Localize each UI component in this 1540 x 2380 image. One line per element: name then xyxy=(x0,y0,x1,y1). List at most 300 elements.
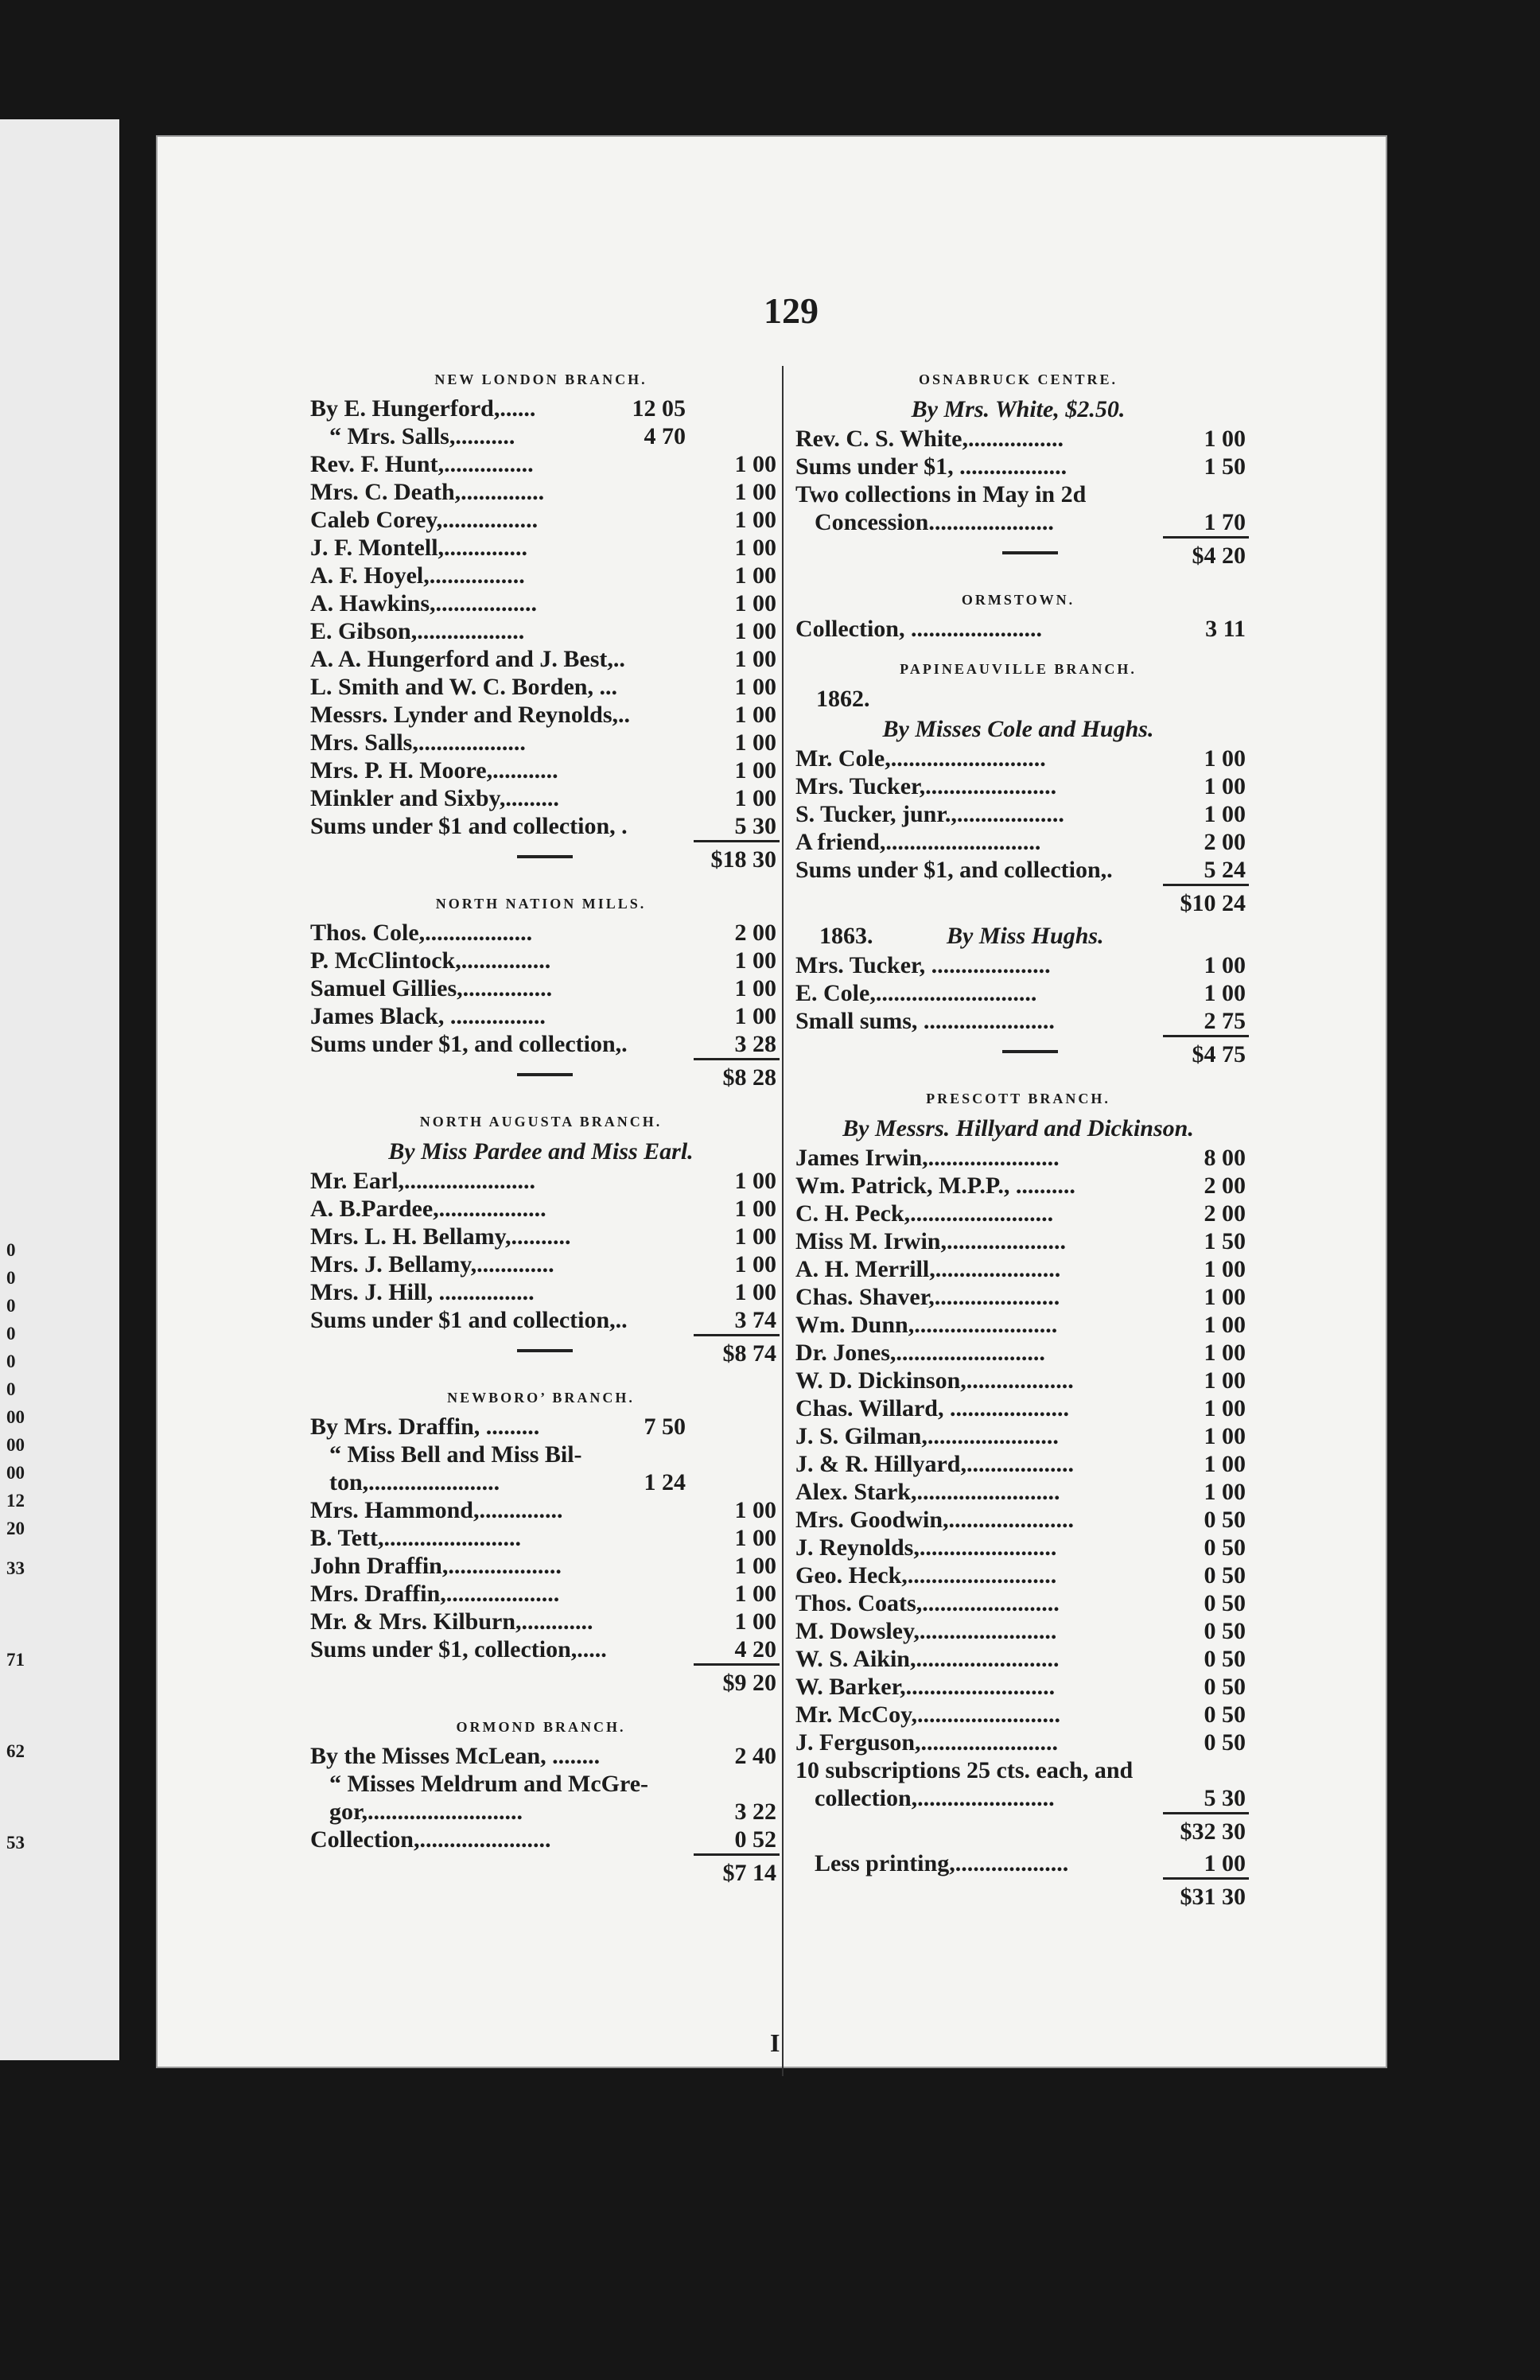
entry-row xyxy=(788,772,1249,800)
entry-label: Concession..................... xyxy=(815,509,1054,535)
entry-amount: 5 30 xyxy=(734,813,776,839)
entry-row xyxy=(302,1167,780,1195)
entry-label: J. F. Montell,.............. xyxy=(310,535,528,561)
column-divider xyxy=(782,366,784,2076)
entry-amount: 1 00 xyxy=(1204,801,1246,827)
entry-row xyxy=(302,478,780,506)
section-total xyxy=(302,1856,780,1891)
entry-amount: 0 50 xyxy=(1204,1618,1246,1644)
entry-label: Messrs. Lynder and Reynolds,.. xyxy=(310,702,631,728)
entry-amount: 1 00 xyxy=(734,479,776,505)
section-dash xyxy=(1002,1050,1058,1053)
entry-amount: 1 00 xyxy=(734,1608,776,1635)
entry-label: Sums under $1, and collection,. xyxy=(795,857,1113,883)
entry-label: collection,....................... xyxy=(815,1785,1055,1811)
entry-label: A. H. Merrill,..................... xyxy=(795,1256,1061,1282)
entry-row xyxy=(788,1478,1249,1506)
entry-row xyxy=(302,1468,780,1496)
entry-label: Alex. Stark,........................ xyxy=(795,1479,1060,1505)
entry-label: Mrs. P. H. Moore,........... xyxy=(310,757,558,784)
section-spacer xyxy=(302,1701,780,1712)
entry-row xyxy=(302,1826,780,1853)
entry-amount: 1 00 xyxy=(1204,980,1246,1006)
entry-row xyxy=(788,1172,1249,1200)
entry-row xyxy=(302,1306,780,1334)
section-total xyxy=(302,842,780,877)
total-amount: $9 20 xyxy=(722,1670,776,1696)
entry-row xyxy=(302,1496,780,1524)
total-amount: $8 74 xyxy=(722,1340,776,1367)
entry-row xyxy=(302,1413,780,1441)
section-heading: ORMOND BRANCH. xyxy=(456,1719,626,1735)
entry-row xyxy=(302,1552,780,1580)
entry-row xyxy=(788,1007,1249,1035)
entry-amount: 0 50 xyxy=(1204,1729,1246,1756)
entry-label: Mr. McCoy,........................ xyxy=(795,1701,1061,1728)
entry-amount: 8 00 xyxy=(1204,1145,1246,1171)
section-total xyxy=(302,1666,780,1701)
entry-label: W. D. Dickinson,.................. xyxy=(795,1367,1074,1394)
entry-label: Mr. Cole,.......................... xyxy=(795,745,1046,772)
entry-row xyxy=(788,800,1249,828)
entry-row xyxy=(302,729,780,756)
entry-row xyxy=(788,1729,1249,1756)
entry-label: C. H. Peck,........................ xyxy=(795,1200,1054,1227)
entry-row xyxy=(302,812,780,840)
entry-label: By E. Hungerford,...... xyxy=(310,395,536,422)
entry-label: A. A. Hungerford and J. Best,.. xyxy=(310,646,625,672)
total-amount: $7 14 xyxy=(722,1860,776,1886)
entry-label: John Draffin,................... xyxy=(310,1553,562,1579)
entry-label: W. Barker,......................... xyxy=(795,1674,1056,1700)
total-amount: $10 24 xyxy=(1180,890,1246,916)
entry-row xyxy=(302,589,780,617)
entry-label: Rev. C. S. White,................ xyxy=(795,426,1064,452)
collector-name: By Miss Hughs. xyxy=(947,923,1104,949)
entry-amount: 0 50 xyxy=(1204,1562,1246,1589)
entry-row xyxy=(302,1580,780,1608)
entry-row xyxy=(788,951,1249,979)
entry-label: P. McClintock,............... xyxy=(310,947,551,974)
section-spacer xyxy=(302,1095,780,1106)
entry-label: James Black, ................ xyxy=(310,1003,546,1029)
entry-label: Wm. Patrick, M.P.P., .......... xyxy=(795,1172,1075,1199)
entry-label: A. Hawkins,................. xyxy=(310,590,538,616)
section-heading: PRESCOTT BRANCH. xyxy=(926,1091,1110,1106)
entry-amount: 0 50 xyxy=(1204,1674,1246,1700)
entry-amount: 1 50 xyxy=(1204,453,1246,480)
total-amount: $4 20 xyxy=(1192,542,1246,569)
entry-label: B. Tett,....................... xyxy=(310,1525,522,1551)
entry-amount: 1 00 xyxy=(734,702,776,728)
entry-amount: 2 00 xyxy=(1204,829,1246,855)
entry-amount: 1 00 xyxy=(1204,952,1246,978)
entry-row xyxy=(788,745,1249,772)
entry-label: “ Mrs. Salls,.......... xyxy=(329,423,515,449)
section-spacer xyxy=(788,574,1249,585)
entry-amount: 0 50 xyxy=(1204,1701,1246,1728)
entry-amount: 0 50 xyxy=(1204,1507,1246,1533)
entry-label: Geo. Heck,......................... xyxy=(795,1562,1057,1589)
entry-row xyxy=(302,617,780,645)
entry-amount: 1 00 xyxy=(1204,1423,1246,1449)
section-total xyxy=(302,1060,780,1095)
entry-label: Mrs. J. Hill, ................ xyxy=(310,1279,535,1305)
entry-amount: 1 00 xyxy=(734,618,776,644)
entry-amount: 1 00 xyxy=(734,1553,776,1579)
collector-line: By Miss Pardee and Miss Earl. xyxy=(388,1138,694,1165)
entry-row xyxy=(302,1635,780,1663)
entry-amount: 1 00 xyxy=(1204,1340,1246,1366)
entry-row xyxy=(302,1250,780,1278)
entry-amount: 1 00 xyxy=(1204,773,1246,799)
entry-subamount: 12 05 xyxy=(632,395,686,422)
entry-amount: 2 00 xyxy=(1204,1172,1246,1199)
entry-row xyxy=(302,947,780,974)
entry-label: J. Reynolds,....................... xyxy=(795,1534,1057,1561)
entry-row xyxy=(788,480,1249,508)
total-amount: $31 30 xyxy=(1180,1884,1246,1910)
entry-row xyxy=(788,1227,1249,1255)
entry-label: Small sums, ...................... xyxy=(795,1008,1055,1034)
entry-row xyxy=(302,1002,780,1030)
collector-line: By Misses Cole and Hughs. xyxy=(882,716,1154,742)
entry-row xyxy=(788,1367,1249,1394)
entry-amount: 1 00 xyxy=(1204,1367,1246,1394)
section-heading: OSNABRUCK CENTRE. xyxy=(918,371,1118,387)
section-heading: NEW LONDON BRANCH. xyxy=(434,371,648,387)
entry-amount: 0 50 xyxy=(1204,1534,1246,1561)
section-dash xyxy=(1002,551,1058,554)
entry-label: Sums under $1, collection,..... xyxy=(310,1636,607,1662)
entry-label: W. S. Aikin,........................ xyxy=(795,1646,1060,1672)
entry-label: J. S. Gilman,...................... xyxy=(795,1423,1059,1449)
entry-row xyxy=(788,1617,1249,1645)
entry-amount: 5 30 xyxy=(1204,1785,1246,1811)
entry-label: Samuel Gillies,............... xyxy=(310,975,553,1001)
entry-label: Thos. Cole,.................. xyxy=(310,920,533,946)
entry-amount: 1 00 xyxy=(734,535,776,561)
entry-amount: 0 50 xyxy=(1204,1590,1246,1616)
adjacent-left-page xyxy=(0,119,119,2060)
year-collector-line xyxy=(788,921,1249,951)
entry-label: Mrs. Draffin,................... xyxy=(310,1581,560,1607)
entry-label: J. Ferguson,....................... xyxy=(795,1729,1058,1756)
entry-label: By the Misses McLean, ........ xyxy=(310,1743,601,1769)
entry-label: Sums under $1, .................. xyxy=(795,453,1068,480)
entry-amount: 1 00 xyxy=(1204,426,1246,452)
entry-label: 10 subscriptions 25 cts. each, and xyxy=(795,1757,1134,1783)
entry-label: “ Misses Meldrum and McGre- xyxy=(329,1771,649,1797)
section-spacer xyxy=(302,877,780,889)
entry-amount: 1 00 xyxy=(1204,1479,1246,1505)
total-amount: $4 75 xyxy=(1192,1041,1246,1068)
entry-amount: 1 00 xyxy=(734,590,776,616)
entry-amount: 1 00 xyxy=(734,562,776,589)
entry-amount: 5 24 xyxy=(1204,857,1246,883)
left-page-fragment: 53 xyxy=(6,1833,25,1853)
collector-line: By Mrs. White, $2.50. xyxy=(911,396,1126,422)
entry-label: Collection,...................... xyxy=(310,1826,551,1853)
entry-label: Mrs. Salls,.................. xyxy=(310,729,526,756)
entry-amount: 1 00 xyxy=(1204,1256,1246,1282)
entry-amount: 1 00 xyxy=(734,674,776,700)
entry-label: ton,...................... xyxy=(329,1469,500,1495)
entry-row xyxy=(302,1770,780,1798)
section-spacer xyxy=(302,1371,780,1382)
entry-row xyxy=(302,784,780,812)
section-heading: NORTH AUGUSTA BRANCH. xyxy=(419,1114,663,1130)
entry-amount: 2 40 xyxy=(734,1743,776,1769)
collector-line: By Messrs. Hillyard and Dickinson. xyxy=(842,1115,1194,1141)
entry-amount: 1 00 xyxy=(734,1003,776,1029)
entry-row xyxy=(788,425,1249,453)
section-total xyxy=(788,539,1249,574)
entry-row xyxy=(788,453,1249,480)
right-column xyxy=(788,364,1249,1915)
entry-label: Mrs. J. Bellamy,............. xyxy=(310,1251,554,1278)
entry-amount: 1 00 xyxy=(734,785,776,811)
section-total xyxy=(788,886,1249,921)
entry-label: Rev. F. Hunt,............... xyxy=(310,451,534,477)
section-heading: ORMSTOWN. xyxy=(961,592,1075,608)
entry-amount: 1 00 xyxy=(1204,1312,1246,1338)
left-page-fragment: 0 xyxy=(6,1324,16,1344)
entry-row xyxy=(788,1394,1249,1422)
entry-row xyxy=(302,919,780,947)
entry-amount: 1 00 xyxy=(1204,745,1246,772)
entry-subamount: 7 50 xyxy=(644,1414,686,1440)
entry-label: S. Tucker, junr.,.................. xyxy=(795,801,1064,827)
entry-row xyxy=(302,1608,780,1635)
left-page-fragment: 20 xyxy=(6,1519,25,1538)
entry-amount: 1 00 xyxy=(734,646,776,672)
entry-label: gor,.......................... xyxy=(329,1799,523,1825)
left-page-fragment: 0 xyxy=(6,1268,16,1288)
entry-label: Mrs. L. H. Bellamy,.......... xyxy=(310,1223,571,1250)
year-label: 1863. xyxy=(819,923,873,949)
entry-label: Mrs. Tucker, .................... xyxy=(795,952,1051,978)
entry-amount: 1 00 xyxy=(734,1168,776,1194)
entry-row xyxy=(788,1450,1249,1478)
section-heading: NORTH NATION MILLS. xyxy=(435,896,647,912)
entry-label: Minkler and Sixby,......... xyxy=(310,785,559,811)
entry-row xyxy=(788,1283,1249,1311)
entry-label: A friend,.......................... xyxy=(795,829,1041,855)
entry-label: E. Gibson,.................. xyxy=(310,618,525,644)
section-dash xyxy=(517,1073,573,1076)
left-page-fragment: 71 xyxy=(6,1650,25,1670)
entry-label: A. B.Pardee,.................. xyxy=(310,1196,546,1222)
section-dash xyxy=(517,855,573,858)
entry-label: “ Miss Bell and Miss Bil- xyxy=(329,1441,582,1468)
entry-label: Sums under $1 and collection,.. xyxy=(310,1307,628,1333)
section-heading: NEWBORO’ BRANCH. xyxy=(447,1390,635,1406)
entry-label: M. Dowsley,....................... xyxy=(795,1618,1057,1644)
entry-amount: 1 00 xyxy=(734,507,776,533)
entry-row xyxy=(302,974,780,1002)
section-total xyxy=(788,1814,1249,1849)
left-page-fragment: 62 xyxy=(6,1741,25,1761)
entry-label: Mrs. C. Death,.............. xyxy=(310,479,545,505)
entry-row xyxy=(302,673,780,701)
entry-row xyxy=(788,1561,1249,1589)
entry-row xyxy=(788,828,1249,856)
entry-row xyxy=(788,1422,1249,1450)
entry-amount: 1 00 xyxy=(734,451,776,477)
entry-row xyxy=(788,1311,1249,1339)
entry-label: Wm. Dunn,........................ xyxy=(795,1312,1058,1338)
entry-amount: 3 11 xyxy=(1205,616,1246,642)
entry-row xyxy=(788,1255,1249,1283)
entry-label: Chas. Shaver,..................... xyxy=(795,1284,1060,1310)
entry-row xyxy=(788,1200,1249,1227)
entry-label: Mrs. Hammond,.............. xyxy=(310,1497,563,1523)
entry-row xyxy=(302,1278,780,1306)
entry-amount: 2 00 xyxy=(734,920,776,946)
entry-row xyxy=(302,422,780,450)
entry-row xyxy=(302,1524,780,1552)
left-page-fragment: 00 xyxy=(6,1407,25,1427)
entry-row xyxy=(302,645,780,673)
left-column xyxy=(302,364,780,1891)
entry-label: E. Cole,........................... xyxy=(795,980,1037,1006)
entry-amount: 1 00 xyxy=(734,1497,776,1523)
section-total xyxy=(302,1336,780,1371)
entry-row xyxy=(788,1849,1249,1877)
entry-label: Chas. Willard, .................... xyxy=(795,1395,1069,1421)
section-total xyxy=(788,1880,1249,1915)
entry-row xyxy=(302,506,780,534)
entry-row xyxy=(788,1506,1249,1534)
entry-label: Miss M. Irwin,.................... xyxy=(795,1228,1066,1254)
section-spacer xyxy=(788,643,1249,654)
entry-row xyxy=(788,1701,1249,1729)
entry-label: L. Smith and W. C. Borden, ... xyxy=(310,674,617,700)
entry-label: Caleb Corey,................ xyxy=(310,507,539,533)
entry-subamount: 4 70 xyxy=(644,423,686,449)
entry-row xyxy=(788,1534,1249,1561)
entry-label: James Irwin,...................... xyxy=(795,1145,1060,1171)
total-amount: $8 28 xyxy=(722,1064,776,1091)
entry-row xyxy=(788,1645,1249,1673)
entry-row xyxy=(302,756,780,784)
entry-amount: 1 00 xyxy=(734,729,776,756)
entry-row xyxy=(788,1144,1249,1172)
entry-amount: 3 22 xyxy=(734,1799,776,1825)
left-page-fragment: 33 xyxy=(6,1558,25,1578)
entry-amount: 2 00 xyxy=(1204,1200,1246,1227)
entry-label: Two collections in May in 2d xyxy=(795,481,1087,508)
entry-amount: 3 74 xyxy=(734,1307,776,1333)
entry-row xyxy=(302,534,780,562)
left-page-fragment: 0 xyxy=(6,1296,16,1316)
entry-row xyxy=(302,1030,780,1058)
entry-subamount: 1 24 xyxy=(644,1469,686,1495)
entry-row xyxy=(788,1784,1249,1812)
entry-label: J. & R. Hillyard,.................. xyxy=(795,1451,1074,1477)
entry-label: Collection, ...................... xyxy=(795,616,1042,642)
section-spacer xyxy=(788,1072,1249,1083)
entry-row xyxy=(788,508,1249,536)
entry-amount: 1 00 xyxy=(1204,1395,1246,1421)
entry-row xyxy=(302,395,780,422)
entry-amount: 1 00 xyxy=(734,975,776,1001)
entry-amount: 1 00 xyxy=(734,1525,776,1551)
entry-amount: 4 20 xyxy=(734,1636,776,1662)
entry-row xyxy=(788,1756,1249,1784)
entry-amount: 1 00 xyxy=(1204,1850,1246,1876)
entry-row xyxy=(302,1195,780,1223)
entry-label: Thos. Coats,....................... xyxy=(795,1590,1060,1616)
entry-amount: 1 00 xyxy=(734,1279,776,1305)
entry-row xyxy=(788,1589,1249,1617)
entry-amount: 1 00 xyxy=(734,1223,776,1250)
entry-row xyxy=(302,450,780,478)
section-dash xyxy=(517,1349,573,1352)
entry-label: Mr. & Mrs. Kilburn,............ xyxy=(310,1608,593,1635)
entry-row xyxy=(302,1441,780,1468)
left-page-fragment: 12 xyxy=(6,1491,25,1511)
entry-row xyxy=(788,615,1249,643)
total-amount: $18 30 xyxy=(710,846,776,873)
year-label: 1862. xyxy=(816,686,870,712)
left-page-fragment: 00 xyxy=(6,1435,25,1455)
entry-row xyxy=(302,701,780,729)
entry-amount: 1 50 xyxy=(1204,1228,1246,1254)
entry-label: Mr. Earl,...................... xyxy=(310,1168,536,1194)
left-page-fragment: 00 xyxy=(6,1463,25,1483)
entry-amount: 2 75 xyxy=(1204,1008,1246,1034)
entry-row xyxy=(302,1798,780,1826)
entry-amount: 1 00 xyxy=(734,1251,776,1278)
entry-label: Dr. Jones,......................... xyxy=(795,1340,1045,1366)
entry-row xyxy=(302,562,780,589)
signature-mark: I xyxy=(770,2028,780,2057)
entry-amount: 1 00 xyxy=(734,947,776,974)
entry-amount: 1 00 xyxy=(734,1196,776,1222)
entry-amount: 1 00 xyxy=(1204,1284,1246,1310)
entry-row xyxy=(788,1673,1249,1701)
entry-amount: 3 28 xyxy=(734,1031,776,1057)
entry-amount: 1 00 xyxy=(1204,1451,1246,1477)
entry-row xyxy=(302,1223,780,1250)
left-page-fragment: 0 xyxy=(6,1240,16,1260)
entry-row xyxy=(788,979,1249,1007)
entry-amount: 0 50 xyxy=(1204,1646,1246,1672)
entry-row xyxy=(788,1339,1249,1367)
entry-label: Mrs. Goodwin,..................... xyxy=(795,1507,1075,1533)
section-heading: PAPINEAUVILLE BRANCH. xyxy=(900,661,1137,677)
entry-label: Sums under $1 and collection, . xyxy=(310,813,628,839)
page-number: 129 xyxy=(764,290,819,331)
entry-row xyxy=(302,1742,780,1770)
total-amount: $32 30 xyxy=(1180,1818,1246,1845)
entry-label: Sums under $1, and collection,. xyxy=(310,1031,628,1057)
left-page-fragment: 0 xyxy=(6,1379,16,1399)
entry-amount: 0 52 xyxy=(734,1826,776,1853)
entry-label: A. F. Hoyel,................ xyxy=(310,562,525,589)
left-page-fragment: 0 xyxy=(6,1351,16,1371)
entry-label: By Mrs. Draffin, ......... xyxy=(310,1414,540,1440)
section-total xyxy=(788,1037,1249,1072)
entry-amount: 1 70 xyxy=(1204,509,1246,535)
entry-amount: 1 00 xyxy=(734,1581,776,1607)
entry-label: Mrs. Tucker,...................... xyxy=(795,773,1057,799)
entry-label: Less printing,................... xyxy=(815,1850,1069,1876)
entry-row xyxy=(788,856,1249,884)
entry-amount: 1 00 xyxy=(734,757,776,784)
